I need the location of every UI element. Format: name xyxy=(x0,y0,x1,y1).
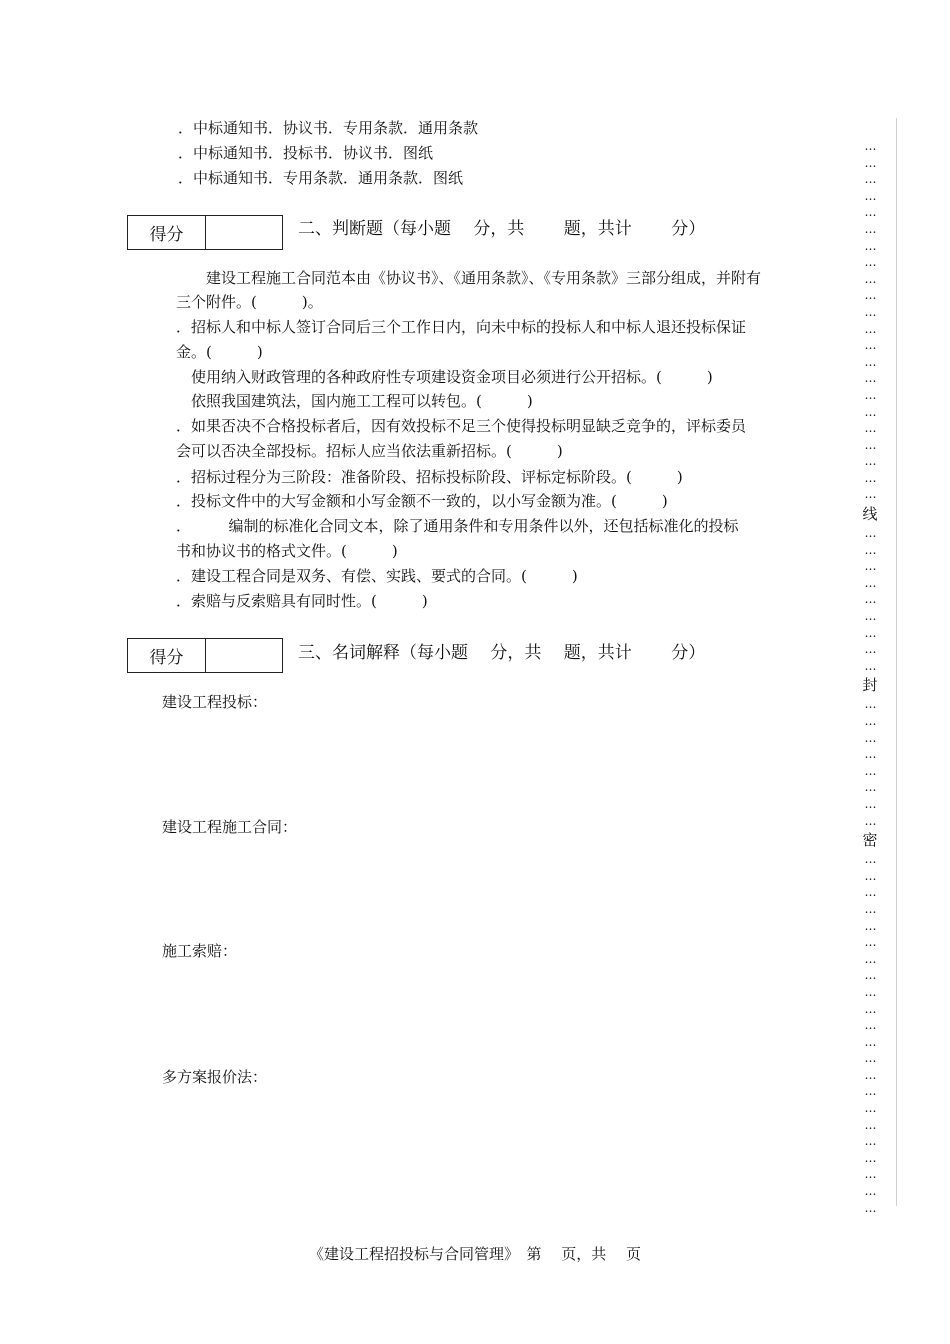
question-line: 书和协议书的格式文件。( ) xyxy=(176,542,398,560)
question-line: 会可以否决全部投标。招标人应当依法重新招标。( ) xyxy=(176,442,563,460)
question-line: ．招标人和中标人签订合同后三个工作日内，向未中标的投标人和中标人退还投标保证 xyxy=(176,318,747,336)
binding-dots: … xyxy=(864,609,876,624)
binding-dots: … xyxy=(864,487,876,502)
binding-dots: … xyxy=(864,421,876,436)
question-line: ．招标过程分为三阶段：准备阶段、招标投标阶段、评标定标阶段。( ) xyxy=(176,468,683,486)
binding-dots: … xyxy=(864,188,876,203)
binding-dots: … xyxy=(864,1018,876,1033)
binding-dots: … xyxy=(864,951,876,966)
binding-dots: … xyxy=(864,747,876,762)
binding-dots: … xyxy=(864,271,876,286)
binding-dots: … xyxy=(864,1200,876,1215)
binding-dots: … xyxy=(864,338,876,353)
question-line: 依照我国建筑法，国内施工工程可以转包。( ) xyxy=(176,392,533,410)
binding-seal-char: 线 xyxy=(862,505,878,524)
binding-dots: … xyxy=(864,1117,876,1132)
binding-dots: … xyxy=(864,885,876,900)
term-label: 建设工程施工合同： xyxy=(162,818,298,836)
binding-dots: … xyxy=(864,968,876,983)
binding-dots: … xyxy=(864,221,876,236)
binding-dots: … xyxy=(864,139,876,153)
question-line: 三个附件。( )。 xyxy=(176,293,323,311)
score-label: 得分 xyxy=(128,216,206,249)
section-title-terms: 三、名词解释（每小题 分，共 题，共计 分） xyxy=(298,643,706,663)
binding-dots: … xyxy=(864,559,876,574)
binding-dots: … xyxy=(864,575,876,590)
binding-dots: … xyxy=(864,592,876,607)
term-label: 施工索赔： xyxy=(162,942,238,960)
binding-dots: … xyxy=(864,918,876,933)
choice-option: ．中标通知书．专用条款．通用条款．图纸 xyxy=(178,169,464,187)
binding-dots: … xyxy=(864,730,876,745)
binding-margin xyxy=(858,138,882,1215)
binding-dots: … xyxy=(864,984,876,999)
score-blank xyxy=(206,639,282,672)
binding-dots: … xyxy=(864,658,876,673)
score-label: 得分 xyxy=(128,639,206,672)
binding-dots: … xyxy=(864,763,876,778)
binding-dots: … xyxy=(864,542,876,557)
binding-dots: … xyxy=(864,1184,876,1199)
binding-dots: … xyxy=(864,387,876,402)
binding-dots: … xyxy=(864,205,876,220)
question-line: ． 编制的标准化合同文本，除了通用条件和专用条件以外，还包括标准化的投标 xyxy=(176,517,739,535)
binding-dots: … xyxy=(864,852,876,867)
binding-dots: … xyxy=(864,1067,876,1082)
binding-dots: … xyxy=(864,354,876,369)
term-label: 多方案报价法： xyxy=(162,1068,268,1086)
section-title-judgment: 二、判断题（每小题 分，共 题，共计 分） xyxy=(298,219,706,239)
binding-dots: … xyxy=(864,714,876,728)
binding-dots: … xyxy=(864,697,876,712)
binding-dots: … xyxy=(864,642,876,657)
binding-dots: … xyxy=(864,255,876,270)
page-footer: 《建设工程招投标与合同管理》 第 页，共 页 xyxy=(308,1245,642,1263)
binding-dots: … xyxy=(864,288,876,303)
binding-seal-char: 封 xyxy=(862,676,878,695)
binding-dots: … xyxy=(864,780,876,795)
binding-dots: … xyxy=(864,1167,876,1182)
binding-dots: … xyxy=(864,437,876,452)
question-line: 建设工程施工合同范本由《协议书》、《通用条款》、《专用条款》三部分组成，并附有 xyxy=(176,269,762,287)
binding-rule xyxy=(896,118,897,1206)
binding-dots: … xyxy=(864,526,876,541)
binding-dots: … xyxy=(864,470,876,485)
binding-dots: … xyxy=(864,1051,876,1066)
binding-dots: … xyxy=(864,404,876,419)
choice-option: ．中标通知书．协议书．专用条款．通用条款 xyxy=(178,119,479,137)
binding-dots: … xyxy=(864,1134,876,1149)
question-line: ．如果否决不合格投标者后，因有效投标不足三个使得投标明显缺乏竞争的，评标委员 xyxy=(176,417,747,435)
binding-dots: … xyxy=(864,901,876,916)
binding-dots: … xyxy=(864,625,876,640)
term-label: 建设工程投标： xyxy=(162,693,268,711)
binding-dots: … xyxy=(864,454,876,469)
binding-dots: … xyxy=(864,371,876,386)
binding-dots: … xyxy=(864,321,876,336)
binding-dots: … xyxy=(864,796,876,811)
choice-option: ．中标通知书．投标书．协议书．图纸 xyxy=(178,144,434,162)
question-line: ．投标文件中的大写金额和小写金额不一致的，以小写金额为准。( ) xyxy=(176,492,668,510)
question-line: ．建设工程合同是双务、有偿、实践、要式的合同。( ) xyxy=(176,567,578,585)
question-line: 金。( ) xyxy=(176,343,263,361)
score-blank xyxy=(206,216,282,249)
binding-dots: … xyxy=(864,172,876,187)
binding-seal-char: 密 xyxy=(862,831,878,850)
binding-dots: … xyxy=(864,238,876,253)
binding-dots: … xyxy=(864,1001,876,1016)
question-line: 使用纳入财政管理的各种政府性专项建设资金项目必须进行公开招标。( ) xyxy=(176,368,713,386)
binding-dots: … xyxy=(864,868,876,883)
binding-dots: … xyxy=(864,813,876,828)
binding-dots: … xyxy=(864,1084,876,1099)
binding-dots: … xyxy=(864,155,876,170)
binding-dots: … xyxy=(864,1150,876,1165)
binding-dots: … xyxy=(864,1034,876,1049)
score-box xyxy=(127,638,283,673)
score-box xyxy=(127,215,283,250)
question-line: ．索赔与反索赔具有同时性。( ) xyxy=(176,592,428,610)
binding-dots: … xyxy=(864,935,876,950)
binding-dots: … xyxy=(864,304,876,319)
binding-dots: … xyxy=(864,1101,876,1116)
